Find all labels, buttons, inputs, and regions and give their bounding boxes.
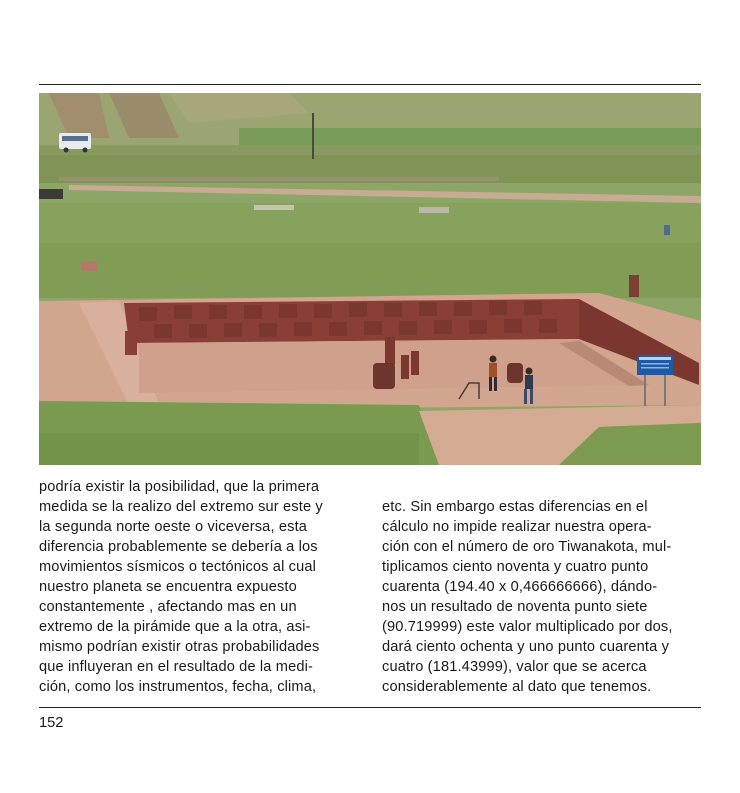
text-line: cálculo no impide realizar nuestra opera- <box>382 519 652 535</box>
text-line: mismo podrían existir otras probabilidades <box>39 639 320 655</box>
text-line: extremo de la pirámide que a la otra, asi- <box>39 619 311 635</box>
text-column-left <box>39 477 359 697</box>
text-line: medida se la realizo del extremo sur este y <box>39 499 323 515</box>
page-number: 152 <box>39 715 64 731</box>
text-line: cuatro (181.43999), valor que se acerca <box>382 659 647 675</box>
text-line: podría existir la posibilidad, que la primera <box>39 479 320 495</box>
text-line: nos un resultado de noventa punto siete <box>382 599 648 615</box>
text-column-right <box>382 497 704 697</box>
bottom-rule <box>39 707 701 708</box>
text-line: cuarenta (194.40 x 0,466666666), dándo- <box>382 579 658 595</box>
text-line: diferencia probablemente se debería a los <box>39 539 318 555</box>
text-line: ción con el número de oro Tiwanakota, mul- <box>382 539 672 555</box>
text-line: nuestro planeta se encuentra expuesto <box>39 579 297 595</box>
text-line: tiplicamos ciento noventa y cuatro punto <box>382 559 649 575</box>
text-line: ción, como los instrumentos, fecha, clima, <box>39 679 317 695</box>
text-line: dará ciento ochenta y uno punto cuarenta y <box>382 639 670 655</box>
top-rule <box>39 84 701 85</box>
text-line: (90.719999) este valor multiplicado por dos, <box>382 619 673 635</box>
text-line: considerablemente al dato que tenemos. <box>382 679 652 695</box>
text-line: movimientos sísmicos o tectónicos al cual <box>39 559 317 575</box>
text-line: constantemente , afectando mas en un <box>39 599 297 615</box>
photo-tiwanaku-semi-subterranean-temple <box>39 93 701 465</box>
text-line: etc. Sin embargo estas diferencias en el <box>382 499 648 515</box>
text-line: la segunda norte oeste o viceversa, esta <box>39 519 308 535</box>
text-line: que influyeran en el resultado de la medi- <box>39 659 314 675</box>
